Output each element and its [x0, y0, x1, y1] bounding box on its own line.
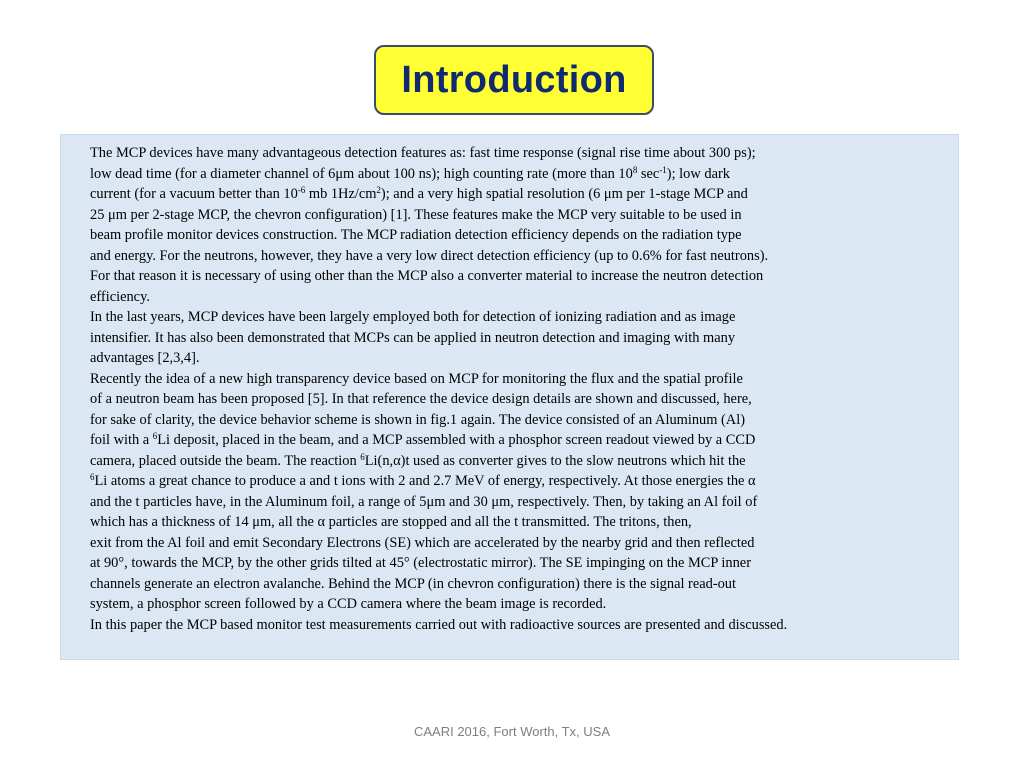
text-line: camera, placed outside the beam. The reaction $^6$Li(n,α)t used as converter gives to the slow neutrons which hit the: [90, 451, 746, 469]
text-line: current (for a vacuum better than $10^{-6}$ mb $1Hz/cm^2$); and a very high spatial resolution (6 μm per 1-stage MCP and: [90, 185, 748, 202]
text-line: Recently the idea of a new high transparency device based on MCP for monitoring the flux and the spatial profile: [90, 370, 743, 387]
text-line: The MCP devices have many advantageous detection features as: fast time response (signal rise time about 300 ps);: [90, 145, 756, 161]
text-line: $^6$Li atoms a great chance to produce a and t ions with 2 and 2.7 MeV of energy, respectively. At those energies the α: [90, 472, 756, 489]
text-line: beam profile monitor devices construction. The MCP radiation detection efficiency depends on the radiation type: [90, 227, 742, 243]
text-line: low dead time (for a diameter channel of 6μm about 100 ns); high counting rate (more than $10^8$ $\sec^{-1}$); low dark: [90, 164, 730, 182]
text-line: In the last years, MCP devices have been largely employed both for detection of ionizing radiation and as image: [90, 309, 736, 325]
text-line: for sake of clarity, the device behavior scheme is shown in fig.1 again. The device consisted of an Aluminum (Al): [90, 411, 745, 428]
text-line: of a neutron beam has been proposed [5]. In that reference the device design details are shown and discussed, here,: [90, 391, 752, 407]
text-line: efficiency.: [90, 288, 150, 305]
text-line: intensifier. It has also been demonstrated that MCPs can be applied in neutron detection and imaging with many: [90, 329, 736, 346]
title-box: [374, 45, 654, 115]
slide-footer: CAARI 2016, Fort Worth, Tx, USA: [413, 724, 611, 739]
text-line: and energy. For the neutrons, however, they have a very low direct detection efficiency (up to 0.6% for fast neutrons).: [90, 247, 769, 264]
text-line: advantages [2,3,4].: [90, 350, 200, 366]
text-line: In this paper the MCP based monitor test measurements carried out with radioactive sources are presented and discussed.: [90, 616, 788, 633]
text-line: exit from the Al foil and emit Secondary Electrons (SE) which are accelerated by the nearby grid and then reflected: [90, 534, 755, 551]
text-line: For that reason it is necessary of using other than the MCP also a converter material to increase the neutron detection: [90, 268, 764, 284]
slide-title: Introduction: [401, 58, 627, 101]
text-line: channels generate an electron avalanche. Behind the MCP (in chevron configuration) there is the signal read-out: [90, 575, 737, 592]
text-line: which has a thickness of 14 μm, all the α particles are stopped and all the t transmitted. The tritons, then,: [90, 514, 692, 530]
text-line: system, a phosphor screen followed by a CCD camera where the beam image is recorded.: [90, 596, 607, 612]
text-line: foil with a $^6$Li deposit, placed in the beam, and a MCP assembled with a phosphor screen readout viewed by a CCD: [90, 431, 756, 448]
text-line: 25 μm per 2-stage MCP, the chevron configuration) [1]. These features make the MCP very suitable to be used in: [90, 206, 742, 223]
text-line: and the t particles have, in the Aluminum foil, a range of 5μm and 30 μm, respectively. Then, by taking an Al foil of: [90, 493, 758, 510]
text-line: at 90°, towards the MCP, by the other grids tilted at 45° (electrostatic mirror). The SE impinging on the MCP inner: [90, 555, 751, 571]
